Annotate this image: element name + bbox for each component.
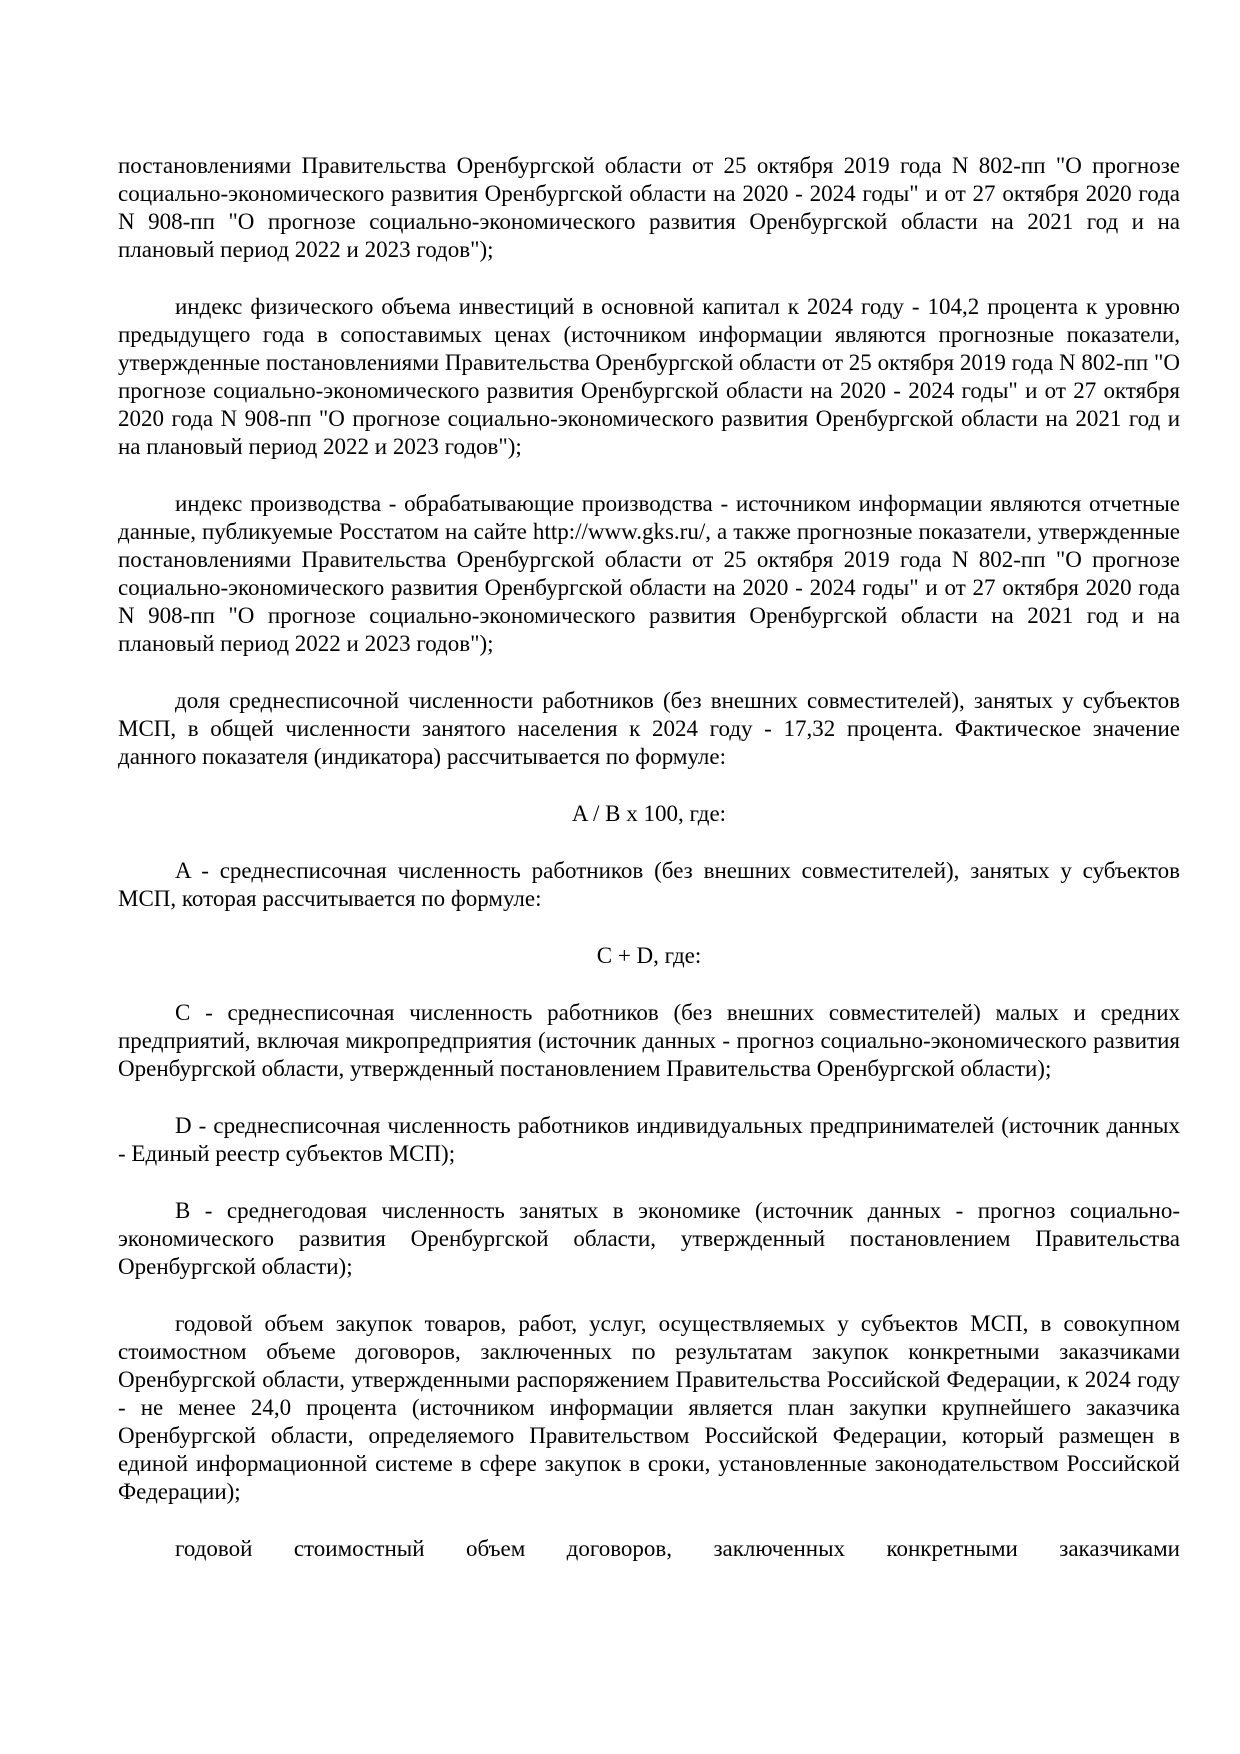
paragraph-definition-a: A - среднесписочная численность работников (без внешних совместителей), занятых у субъектов МСП, которая рассчитывается по формуле: <box>118 858 1180 911</box>
paragraph-sme-employment-share: доля среднесписочной численности работников (без внешних совместителей), занятых у субъектов МСП, в общей численности занятого населения к 2024 году - 17,32 процента. Фактическое значение данного показателя (индикатора) рассчитывается по формуле: <box>118 688 1180 769</box>
paragraph-contract-value: годовой стоимостный объем договоров, заключенных конкретными заказчиками <box>175 1536 1180 1561</box>
paragraph-definition-c: C - среднесписочная численность работников (без внешних совместителей) малых и средних предприятий, включая микропредприятия (источник данных - прогноз социально-экономического развития Оренбургской области, утвержденный постановлением Правительства Оренбургской области); <box>118 1000 1180 1081</box>
paragraph-investment-index: индекс физического объема инвестиций в основной капитал к 2024 году - 104,2 процента к уровню предыдущего года в сопоставимых ценах (источником информации являются прогнозные показатели, утвержденные постановлениями Правительства Оренбургской области от 25 октября 2019 года N 802-пп "О прогнозе социально-экономического развития Оренбургской области на 2020 - 2024 годы" и от 27 октября 2020 года N 908-пп "О прогнозе социально-экономического развития Оренбургской области на 2021 год и на плановый период 2022 и 2023 годов"); <box>118 294 1180 459</box>
paragraph-procurement-volume: годовой объем закупок товаров, работ, услуг, осуществляемых у субъектов МСП, в совокупном стоимостном объеме договоров, заключенных по результатам закупок конкретными заказчиками Оренбургской области, утвержденными распоряжением Правительства Российской Федерации, к 2024 году - не менее 24,0 процента (источником информации является план закупки крупнейшего заказчика Оренбургской области, определяемого Правительством Российской Федерации, который размещен в единой информационной системе в сфере закупок в сроки, установленные законодательством Российской Федерации); <box>118 1311 1180 1504</box>
formula-c-plus-d: C + D, где: <box>596 943 702 968</box>
formula-a-over-b: A / B x 100, где: <box>571 801 727 826</box>
document-page <box>118 152 1180 1592</box>
paragraph-definition-d: D - среднесписочная численность работников индивидуальных предпринимателей (источник данных - Единый реестр субъектов МСП); <box>118 1113 1180 1166</box>
paragraph-production-index: индекс производства - обрабатывающие производства - источником информации являются отчетные данные, публикуемые Росстатом на сайте http://www.gks.ru/, а также прогнозные показатели, утвержденные постановлениями Правительства Оренбургской области от 25 октября 2019 года N 802-пп "О прогнозе социально-экономического развития Оренбургской области на 2020 - 2024 годы" и от 27 октября 2020 года N 908-пп "О прогнозе социально-экономического развития Оренбургской области на 2021 год и на плановый период 2022 и 2023 годов"); <box>118 491 1180 656</box>
paragraph-definition-b: B - среднегодовая численность занятых в экономике (источник данных - прогноз социально-экономического развития Оренбургской области, утвержденный постановлением Правительства Оренбургской области); <box>118 1198 1180 1279</box>
paragraph-continuation: постановлениями Правительства Оренбургской области от 25 октября 2019 года N 802-пп "О прогнозе социально-экономического развития Оренбургской области на 2020 - 2024 годы" и от 27 октября 2020 года N 908-пп "О прогнозе социально-экономического развития Оренбургской области на 2021 год и на плановый период 2022 и 2023 годов"); <box>118 153 1180 262</box>
